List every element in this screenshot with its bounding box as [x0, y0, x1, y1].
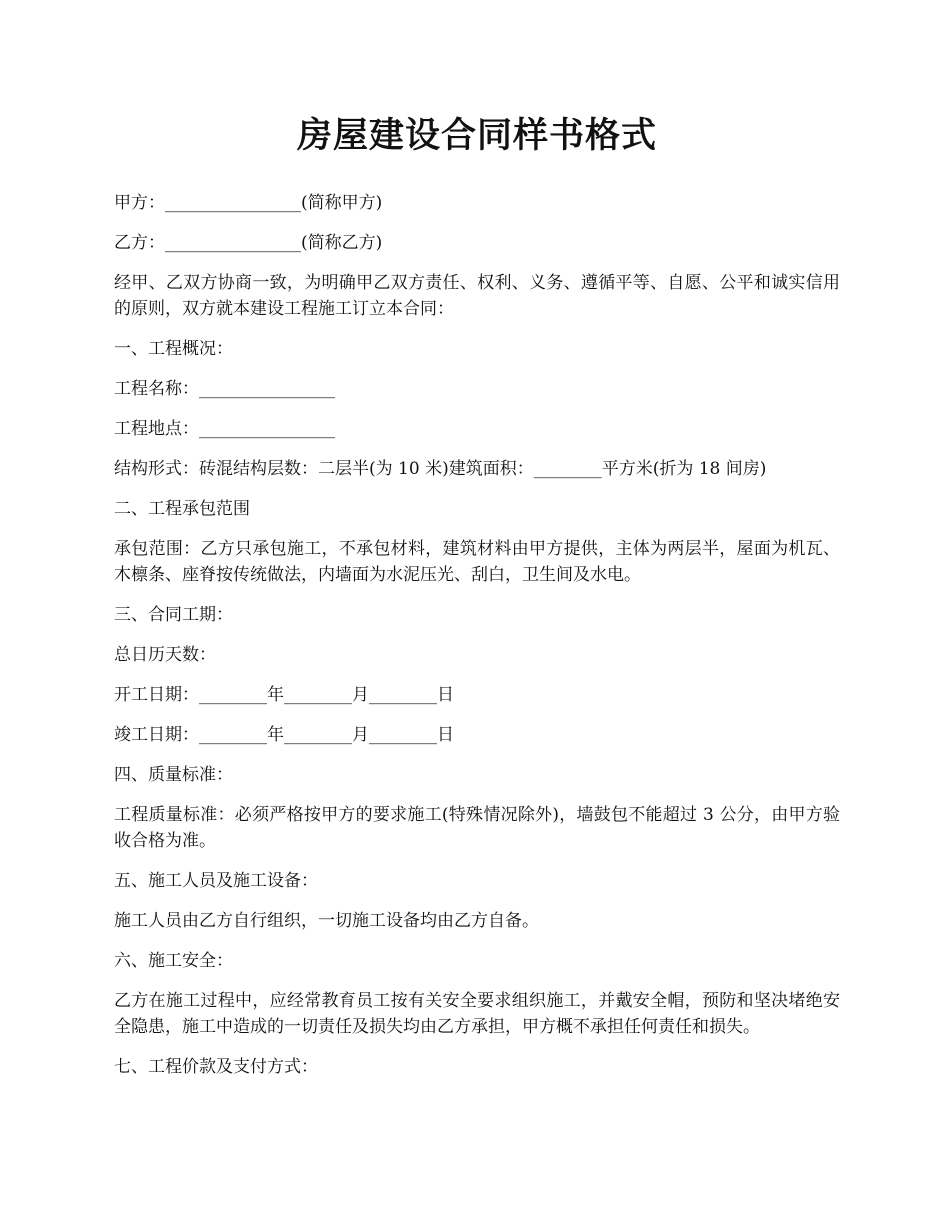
- section-heading-project-overview: 一、工程概况：: [114, 339, 233, 359]
- completion-date-line: 竣工日期：________年________月________日: [114, 725, 454, 745]
- section-heading-construction-safety: 六、施工安全：: [114, 951, 233, 971]
- contract-scope-paragraph: 承包范围：乙方只承包施工，不承包材料，建筑材料由甲方提供，主体为两层半，屋面为机瓦、木檩条、座脊按传统做法，内墙面为水泥压光、刮白，卫生间及水电。: [114, 539, 840, 585]
- preamble-paragraph: 经甲、乙双方协商一致，为明确甲乙双方责任、权利、义务、遵循平等、自愿、公平和诚实信用的原则，双方就本建设工程施工订立本合同：: [114, 273, 840, 319]
- quality-standard-paragraph: 工程质量标准：必须严格按甲方的要求施工(特殊情况除外)，墙鼓包不能超过 3 公分，由甲方验收合格为准。: [114, 805, 840, 851]
- structure-form-line: 结构形式：砖混结构层数：二层半(为 10 米)建筑面积：________平方米(折为 18 间房): [114, 459, 767, 479]
- start-date-line: 开工日期：________年________月________日: [114, 685, 454, 705]
- section-heading-price-payment: 七、工程价款及支付方式：: [114, 1057, 318, 1077]
- section-heading-contract-period: 三、合同工期：: [114, 605, 233, 625]
- document-title: 房屋建设合同样书格式: [296, 115, 657, 156]
- party-b-line: 乙方：________________(简称乙方): [114, 233, 383, 253]
- document-body: [114, 110, 840, 1094]
- section-heading-quality-standard: 四、质量标准：: [114, 765, 233, 785]
- party-a-line: 甲方：________________(简称甲方): [114, 193, 383, 213]
- construction-safety-paragraph: 乙方在施工过程中，应经常教育员工按有关安全要求组织施工，并戴安全帽，预防和坚决堵绝安全隐患，施工中造成的一切责任及损失均由乙方承担，甲方概不承担任何责任和损失。: [114, 991, 840, 1037]
- total-days-line: 总日历天数：: [114, 645, 216, 665]
- section-heading-contract-scope: 二、工程承包范围: [114, 499, 250, 519]
- section-heading-personnel-equipment: 五、施工人员及施工设备：: [114, 871, 318, 891]
- project-name-line: 工程名称：________________: [114, 379, 335, 399]
- personnel-equipment-paragraph: 施工人员由乙方自行组织，一切施工设备均由乙方自备。: [114, 911, 539, 931]
- project-location-line: 工程地点：________________: [114, 419, 335, 439]
